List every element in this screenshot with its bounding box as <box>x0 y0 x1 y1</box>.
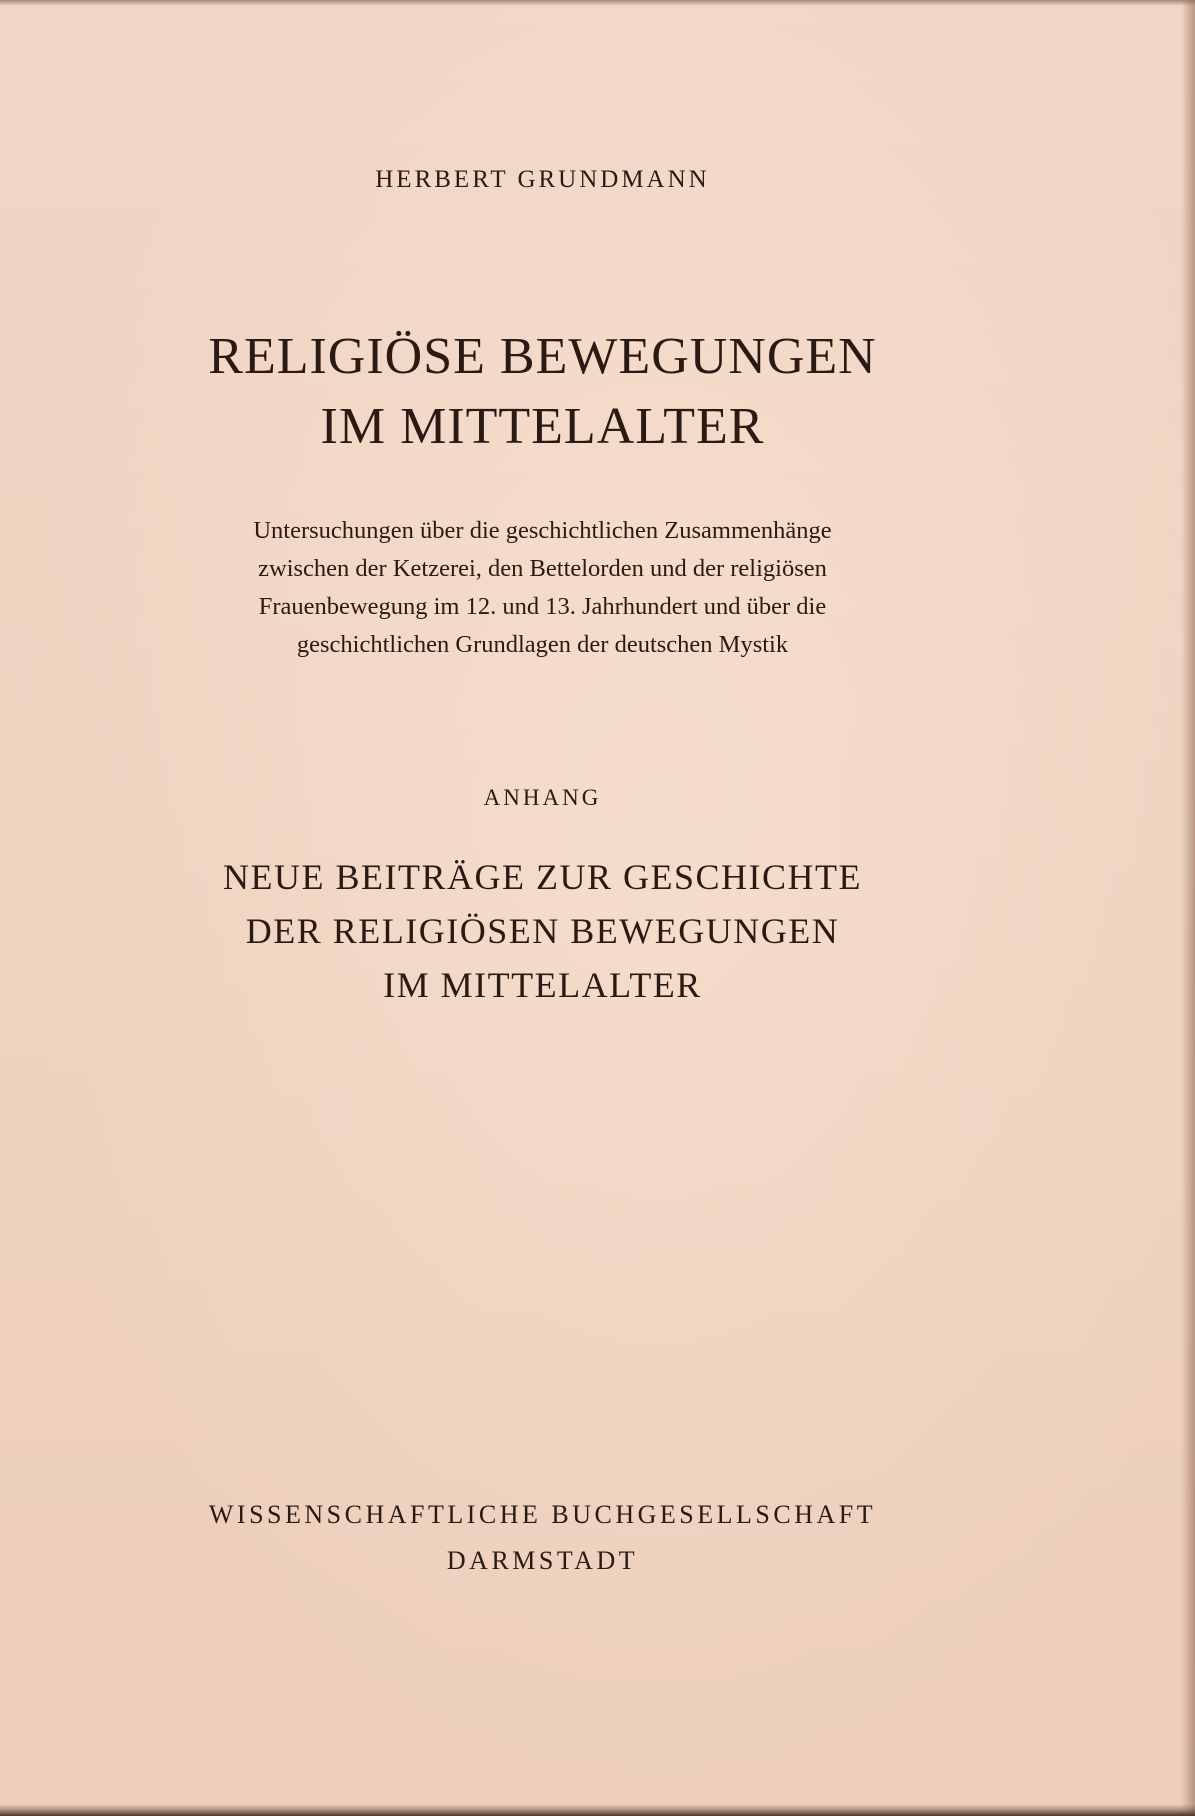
page-right-edge <box>1181 0 1195 1816</box>
publisher-name: WISSENSCHAFTLICHE BUCHGESELLSCHAFT <box>208 1500 877 1529</box>
subtitle-line-1: Untersuchungen über die geschichtlichen Zusammenhänge <box>253 517 832 544</box>
appendix-title <box>0 850 1085 1012</box>
book-title-line-2: IM MITTELALTER <box>320 398 765 455</box>
book-title-line-1: RELIGIÖSE BEWEGUNGEN <box>208 328 877 385</box>
author-name: HERBERT GRUNDMANN <box>375 166 710 193</box>
appendix-label: ANHANG <box>483 785 602 810</box>
page-bottom-edge <box>0 1804 1195 1816</box>
appendix-title-line-2: DER RELIGIÖSEN BEWEGUNGEN <box>245 911 840 951</box>
subtitle-line-2: zwischen der Ketzerei, den Bettelorden und der religiösen <box>258 555 827 582</box>
publisher-city: DARMSTADT <box>446 1546 639 1575</box>
appendix-title-line-1: NEUE BEITRÄGE ZUR GESCHICHTE <box>223 857 862 897</box>
appendix-title-line-3: IM MITTELALTER <box>383 965 702 1005</box>
page-top-edge <box>0 0 1195 6</box>
book-subtitle <box>0 512 1085 664</box>
book-title <box>0 322 1085 462</box>
subtitle-line-3: Frauenbewegung im 12. und 13. Jahrhundert und über die <box>258 593 827 620</box>
subtitle-line-4: geschichtlichen Grundlagen der deutschen Mystik <box>296 631 789 658</box>
publisher <box>0 1492 1085 1584</box>
